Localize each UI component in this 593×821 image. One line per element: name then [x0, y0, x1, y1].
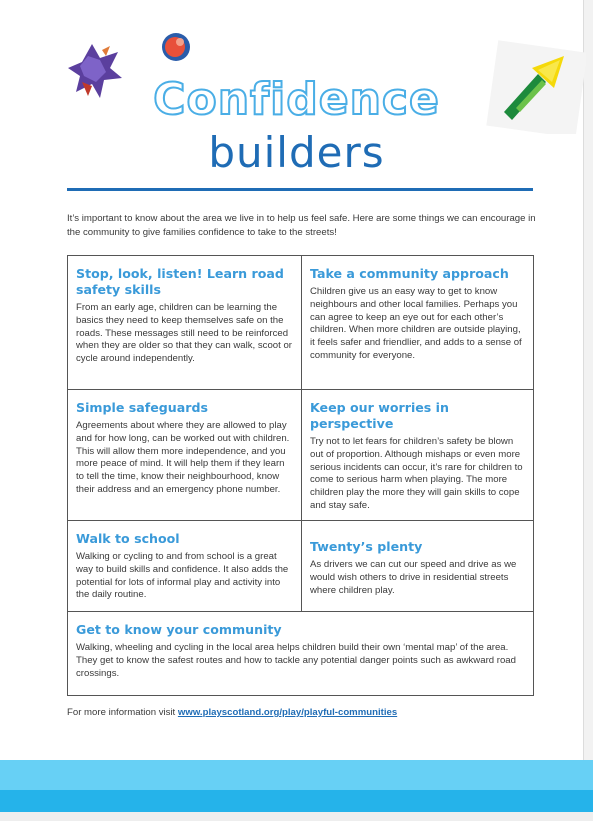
- tip-cell: [302, 390, 533, 520]
- tip-heading: Simple safeguards: [76, 400, 208, 415]
- tip-body: As drivers we can cut our speed and drive as we would wish others to drive in residential streets where children play.: [310, 559, 517, 596]
- footer-note: [67, 707, 397, 718]
- tip-body: Agreements about where they are allowed to play and for how long, can be worked out with children. This will allow them more independence, and you more peace of mind. It will help them if they learn to tell the time, know their neighbourhood, know their address and an emergency phone number.: [76, 420, 290, 495]
- page-subtitle: builders: [208, 128, 385, 177]
- tip-cell: [68, 390, 301, 520]
- tip-body: Try not to let fears for children’s safety be blown out of proportion. Although mishaps or even more serious incidents can occur, it’s rare for children to come to serious harm when playing. The more children play the more they will gain skills to cope and stay safe.: [310, 436, 523, 511]
- red-dot-collage-icon: [158, 31, 194, 63]
- tip-heading: Twenty’s plenty: [310, 539, 423, 554]
- tip-cell: [302, 521, 533, 611]
- tip-heading: Stop, look, listen! Learn road safety skills: [76, 266, 284, 297]
- tip-cell: [68, 612, 533, 695]
- tip-heading: Keep our worries in perspective: [310, 400, 449, 431]
- tip-heading: Take a community approach: [310, 266, 509, 281]
- tip-body: Walking, wheeling and cycling in the local area helps children build their own ‘mental map’ of the area. They get to know the safest routes and how to tackle any potential danger points such as awkward road crossings.: [76, 642, 516, 679]
- title-divider: [67, 188, 533, 191]
- intro-text: It’s important to know about the area we live in to help us feel safe. Here are some things we can encourage in the community to give families confidence to take to the streets!: [67, 213, 536, 238]
- tip-heading: Get to know your community: [76, 622, 282, 637]
- tips-grid: [67, 255, 534, 696]
- tip-body: Walking or cycling to and from school is a great way to build skills and confidence. It also adds the potential for lots of informal play and activity into the daily routine.: [76, 551, 289, 601]
- tip-cell: [68, 256, 301, 389]
- footer-link[interactable]: www.playscotland.org/play/playful-communities: [177, 707, 398, 718]
- tip-cell: [68, 521, 301, 611]
- page-title: Confidence: [153, 74, 440, 125]
- tip-cell: [302, 256, 533, 389]
- page-bottom-margin: [0, 812, 593, 821]
- tip-body: From an early age, children can be learning the basics they need to keep themselves safe on the roads. These messages still need to be reinforced when they are older so that they can walk, scoot or cycle around independently.: [76, 302, 292, 365]
- tip-body: Children give us an easy way to get to know neighbours and other local families. Perhaps you can agree to keep an eye out for each other’s children. When more children are outside playing, it feels safer and friendlier, and adds to a sense of community for everyone.: [310, 286, 522, 361]
- footer-text: For more information visit: [67, 707, 178, 718]
- tip-heading: Walk to school: [76, 531, 180, 546]
